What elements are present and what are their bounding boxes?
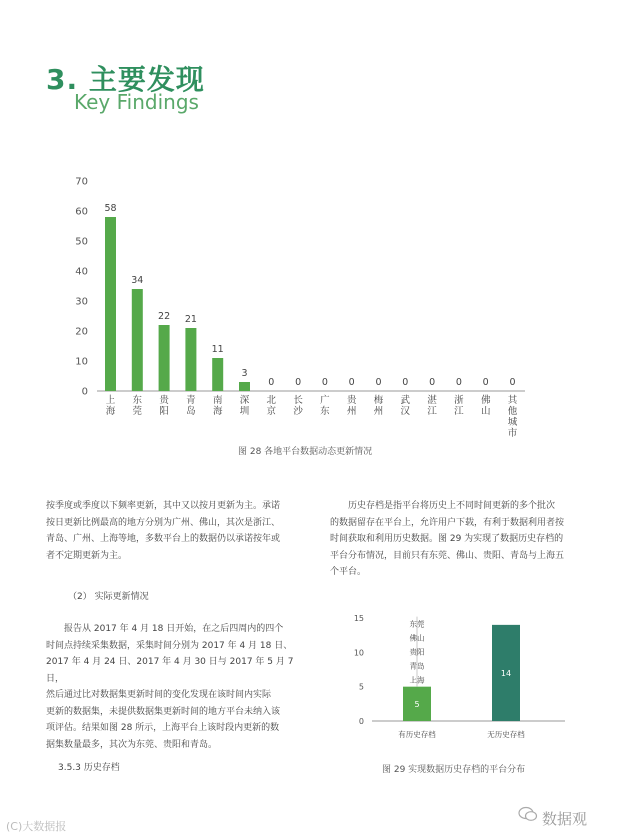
text-line: 按季度或季度以下频率更新，其中又以按月更新为主。承诺 [46, 501, 281, 511]
annotation-label: 东莞 [409, 619, 425, 629]
annotation-label: 上海 [409, 675, 425, 685]
text-line: 者不定期更新为主。 [46, 550, 128, 561]
annotation-label: 青岛 [409, 661, 425, 671]
x-tick-label: 深圳 [239, 395, 250, 417]
y-tick-label: 0 [81, 386, 88, 398]
y-tick-label: 50 [75, 236, 88, 248]
text-line: 然后通过比对数据集更新时间的变化发现在该时间内实际 [46, 690, 272, 700]
data-label: 0 [268, 377, 275, 388]
data-label: 14 [500, 668, 512, 678]
text-line: 2017 年 4 月 24 日、2017 年 4 月 30 日与 2017 年 5 月 7 日， [46, 657, 294, 684]
y-tick-label: 70 [75, 176, 88, 188]
data-label: 0 [295, 377, 302, 388]
wechat-icon [518, 806, 538, 822]
x-tick-label: 贵阳 [159, 395, 169, 417]
x-tick-label: 梅州 [373, 395, 384, 417]
x-tick-label: 南海 [212, 395, 223, 417]
data-label: 11 [211, 344, 224, 355]
y-tick-label: 60 [75, 206, 88, 218]
x-tick-label: 浙江 [454, 395, 464, 417]
y-tick-label: 20 [75, 326, 88, 338]
text-line: 时间点持续采集数据，采集时间分别为 2017 年 4 月 18 日、 [46, 640, 293, 651]
data-label: 0 [348, 377, 355, 388]
data-label: 0 [429, 377, 436, 388]
data-label: 0 [321, 377, 328, 388]
y-tick-label: 40 [75, 266, 88, 278]
x-tick-label: 东莞 [132, 395, 143, 417]
x-tick-label: 湛江 [427, 395, 437, 417]
heading-3-5-3: 3.5.3 历史存档 [58, 763, 120, 773]
text-line: 个平台。 [330, 567, 367, 577]
text-line: 按日更新比例最高的地方分别为广州、佛山，其次是浙江、 [46, 517, 281, 528]
y-tick-label: 5 [358, 682, 364, 692]
x-tick-label: 北京 [266, 395, 277, 417]
watermark-left: (C)大数据报 [6, 820, 67, 833]
data-label: 0 [455, 377, 462, 388]
text-line: 时间获取和利用历史数据。图 29 为实现了数据历史存档的 [330, 534, 564, 544]
y-tick-label: 10 [75, 356, 88, 368]
figure-28-caption: 图 28 各地平台数据动态更新情况 [238, 447, 373, 457]
x-tick-label: 贵州 [346, 395, 357, 417]
y-tick-label: 15 [353, 614, 364, 623]
y-tick-label: 30 [75, 296, 88, 308]
text-line: 历史存档是指平台将历史上不同时间更新的多个批次 [348, 501, 556, 511]
data-label: 3 [241, 368, 248, 379]
data-label: 22 [158, 311, 171, 322]
x-tick-label: 武汉 [400, 395, 411, 417]
x-tick-label: 长沙 [293, 395, 303, 417]
x-tick-label: 青岛 [186, 395, 196, 417]
text-line: 项评估。结果如图 28 所示，上海平台上该时段内更新的数 [46, 723, 280, 733]
section-title: 3. 主要发现 [46, 63, 205, 96]
y-tick-label: 10 [353, 648, 364, 658]
x-tick-label: 无历史存档 [487, 730, 525, 739]
data-label: 21 [184, 314, 197, 325]
annotation-label: 佛山 [409, 633, 425, 643]
data-label: 0 [482, 377, 489, 388]
x-tick-label: 广东 [320, 395, 330, 417]
section-subtitle: Key Findings [74, 90, 199, 114]
data-label: 0 [402, 377, 409, 388]
data-label: 5 [414, 699, 420, 709]
data-label: 0 [375, 377, 382, 388]
y-tick-label: 0 [358, 717, 364, 726]
figure-29-caption: 图 29 实现数据历史存档的平台分布 [382, 765, 526, 775]
text-line: 青岛、广州、上海等地，多数平台上的数据仍以承诺按年或 [46, 534, 281, 544]
watermark-right: 数据观 [542, 810, 588, 828]
data-label: 58 [104, 203, 117, 214]
text-line: 平台分布情况，目前只有东莞、佛山、贵阳、青岛与上海五 [330, 550, 565, 561]
text-line: 更新的数据集，未提供数据集更新时间的地方平台未纳入该 [46, 706, 281, 717]
subheading-actual-update: （2） 实际更新情况 [68, 592, 149, 602]
data-label: 0 [509, 377, 516, 388]
x-tick-label: 佛山 [480, 395, 491, 417]
x-tick-label: 其他城市 [507, 395, 518, 439]
data-label: 34 [131, 275, 144, 286]
text-line: 的数据留存在平台上，允许用户下载，有利于数据利用者按 [330, 517, 565, 528]
x-tick-label: 有历史存档 [398, 730, 436, 739]
x-tick-label: 上海 [105, 395, 116, 417]
annotation-label: 贵阳 [409, 647, 425, 657]
text-line: 报告从 2017 年 4 月 18 日开始，在之后四周内的四个 [64, 624, 284, 634]
text-line: 据集数量最多，其次为东莞、贵阳和青岛。 [46, 739, 218, 750]
